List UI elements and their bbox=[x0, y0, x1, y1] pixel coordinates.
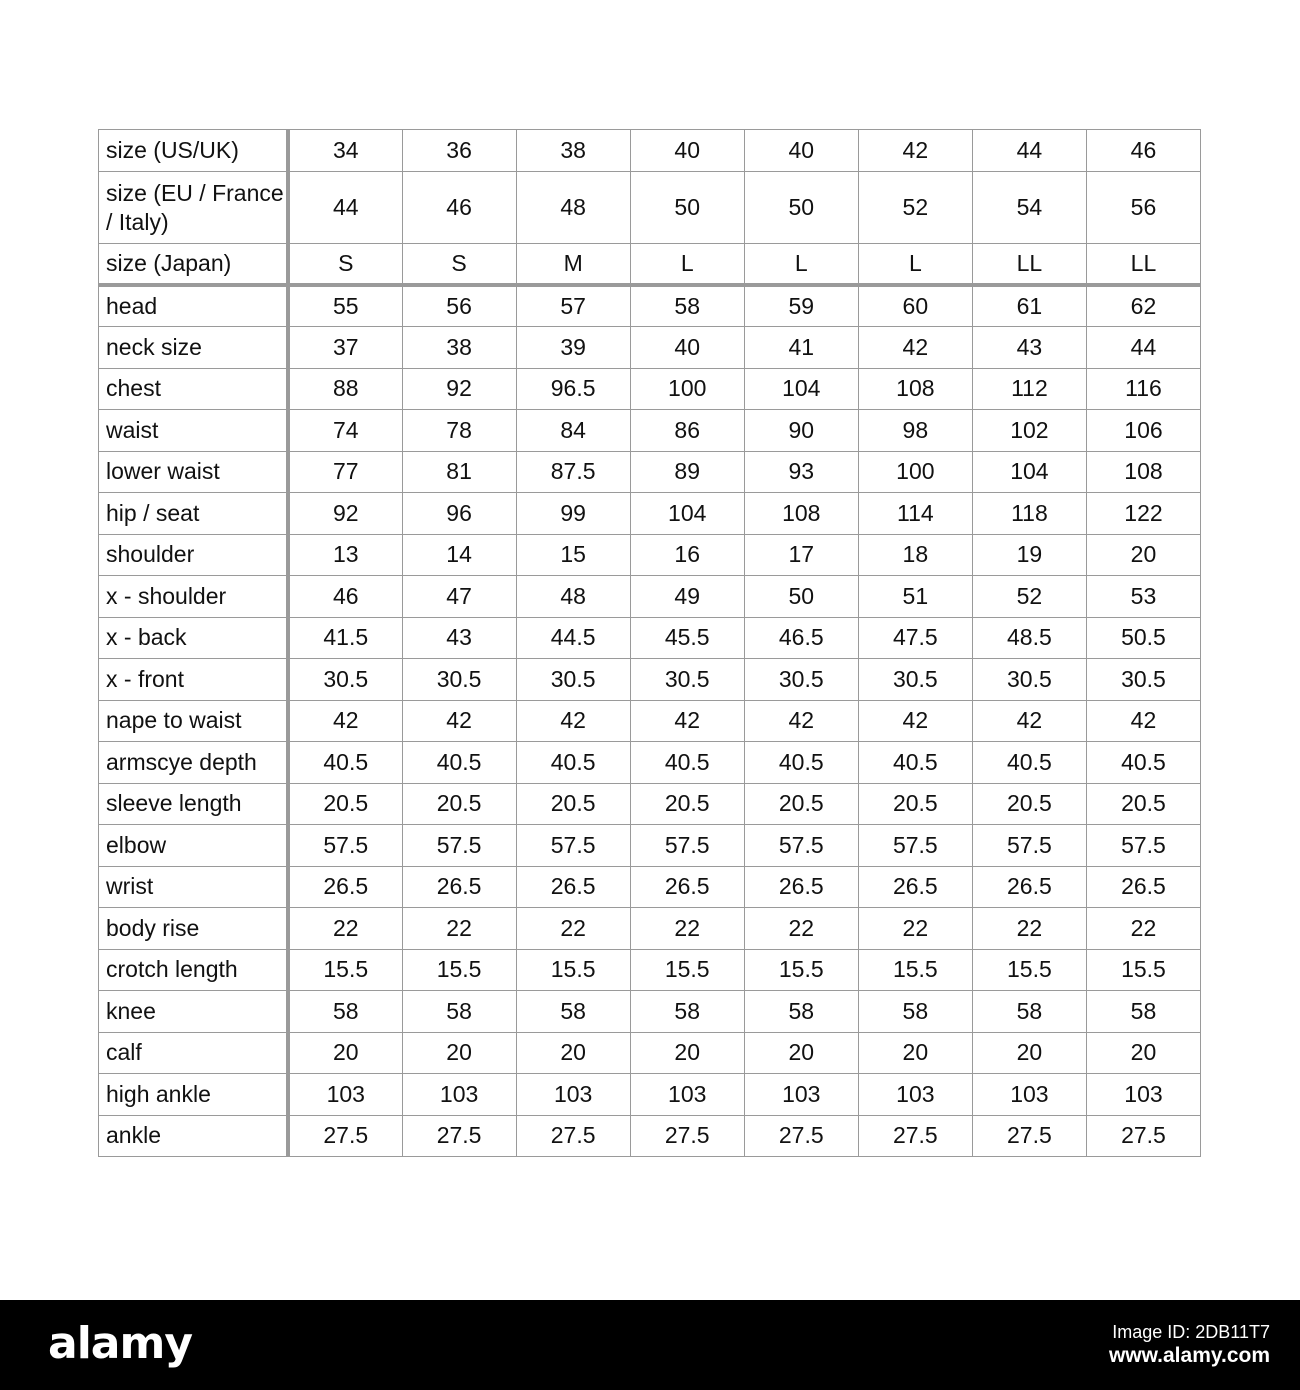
size-cell: 19 bbox=[972, 534, 1086, 576]
size-cell: 108 bbox=[858, 368, 972, 410]
size-cell: LL bbox=[972, 244, 1086, 286]
size-cell: 45.5 bbox=[630, 617, 744, 659]
size-cell: 102 bbox=[972, 410, 1086, 452]
size-cell: 30.5 bbox=[516, 659, 630, 701]
size-cell: 22 bbox=[402, 908, 516, 950]
size-cell: 50 bbox=[630, 172, 744, 244]
row-label: knee bbox=[99, 991, 289, 1033]
measurement-row bbox=[99, 493, 1201, 535]
size-cell: 15.5 bbox=[744, 949, 858, 991]
measurement-row bbox=[99, 742, 1201, 784]
size-cell: 30.5 bbox=[630, 659, 744, 701]
size-cell: 40.5 bbox=[972, 742, 1086, 784]
size-cell: 57.5 bbox=[858, 825, 972, 867]
size-cell: 27.5 bbox=[858, 1115, 972, 1157]
size-cell: 38 bbox=[516, 130, 630, 172]
size-cell: 20 bbox=[630, 1032, 744, 1074]
row-label: armscye depth bbox=[99, 742, 289, 784]
size-header-row bbox=[99, 130, 1201, 172]
size-cell: 52 bbox=[858, 172, 972, 244]
size-cell: 108 bbox=[1086, 451, 1200, 493]
size-cell: 14 bbox=[402, 534, 516, 576]
row-label: wrist bbox=[99, 866, 289, 908]
size-cell: 103 bbox=[858, 1074, 972, 1116]
size-cell: 41 bbox=[744, 327, 858, 369]
size-cell: 20 bbox=[402, 1032, 516, 1074]
size-cell: 26.5 bbox=[972, 866, 1086, 908]
size-cell: 100 bbox=[630, 368, 744, 410]
size-cell: 61 bbox=[972, 285, 1086, 327]
size-cell: 44.5 bbox=[516, 617, 630, 659]
size-cell: 100 bbox=[858, 451, 972, 493]
size-cell: 30.5 bbox=[288, 659, 402, 701]
row-label: ankle bbox=[99, 1115, 289, 1157]
row-label: sleeve length bbox=[99, 783, 289, 825]
size-cell: 30.5 bbox=[858, 659, 972, 701]
size-cell: 27.5 bbox=[516, 1115, 630, 1157]
size-cell: LL bbox=[1086, 244, 1200, 286]
size-cell: 42 bbox=[288, 700, 402, 742]
row-label: shoulder bbox=[99, 534, 289, 576]
size-cell: 55 bbox=[288, 285, 402, 327]
row-label: size (EU / France / Italy) bbox=[99, 172, 289, 244]
size-cell: 40.5 bbox=[516, 742, 630, 784]
size-cell: 42 bbox=[630, 700, 744, 742]
size-header-row bbox=[99, 244, 1201, 286]
measurement-row bbox=[99, 368, 1201, 410]
size-cell: 112 bbox=[972, 368, 1086, 410]
size-cell: S bbox=[402, 244, 516, 286]
size-cell: 92 bbox=[402, 368, 516, 410]
measurement-row bbox=[99, 285, 1201, 327]
size-cell: 22 bbox=[744, 908, 858, 950]
size-cell: 42 bbox=[516, 700, 630, 742]
size-cell: 58 bbox=[402, 991, 516, 1033]
size-cell: 103 bbox=[744, 1074, 858, 1116]
size-cell: 118 bbox=[972, 493, 1086, 535]
size-cell: 42 bbox=[972, 700, 1086, 742]
size-cell: 99 bbox=[516, 493, 630, 535]
size-cell: 57.5 bbox=[1086, 825, 1200, 867]
size-cell: 77 bbox=[288, 451, 402, 493]
size-cell: 57.5 bbox=[516, 825, 630, 867]
measurement-row bbox=[99, 659, 1201, 701]
size-cell: 48 bbox=[516, 576, 630, 618]
row-label: nape to waist bbox=[99, 700, 289, 742]
measurement-row bbox=[99, 1032, 1201, 1074]
size-cell: 103 bbox=[1086, 1074, 1200, 1116]
size-cell: 57 bbox=[516, 285, 630, 327]
size-cell: 36 bbox=[402, 130, 516, 172]
size-cell: 108 bbox=[744, 493, 858, 535]
size-cell: 22 bbox=[1086, 908, 1200, 950]
size-cell: 58 bbox=[630, 285, 744, 327]
size-cell: 47.5 bbox=[858, 617, 972, 659]
size-cell: 43 bbox=[972, 327, 1086, 369]
size-cell: 40.5 bbox=[858, 742, 972, 784]
size-cell: 93 bbox=[744, 451, 858, 493]
size-cell: 42 bbox=[1086, 700, 1200, 742]
measurement-row bbox=[99, 783, 1201, 825]
row-label: neck size bbox=[99, 327, 289, 369]
row-label: body rise bbox=[99, 908, 289, 950]
size-cell: 51 bbox=[858, 576, 972, 618]
size-cell: 57.5 bbox=[744, 825, 858, 867]
size-cell: 98 bbox=[858, 410, 972, 452]
size-cell: 42 bbox=[858, 327, 972, 369]
row-label: x - front bbox=[99, 659, 289, 701]
size-cell: 104 bbox=[630, 493, 744, 535]
size-cell: 103 bbox=[972, 1074, 1086, 1116]
size-cell: 30.5 bbox=[402, 659, 516, 701]
size-cell: 104 bbox=[744, 368, 858, 410]
size-cell: 20 bbox=[744, 1032, 858, 1074]
size-cell: 22 bbox=[630, 908, 744, 950]
size-cell: 56 bbox=[402, 285, 516, 327]
size-cell: 47 bbox=[402, 576, 516, 618]
size-cell: 104 bbox=[972, 451, 1086, 493]
size-cell: 17 bbox=[744, 534, 858, 576]
measurement-row bbox=[99, 908, 1201, 950]
size-cell: 116 bbox=[1086, 368, 1200, 410]
size-cell: 48.5 bbox=[972, 617, 1086, 659]
size-cell: 87.5 bbox=[516, 451, 630, 493]
size-cell: 53 bbox=[1086, 576, 1200, 618]
size-cell: 78 bbox=[402, 410, 516, 452]
size-cell: 60 bbox=[858, 285, 972, 327]
size-cell: 59 bbox=[744, 285, 858, 327]
size-cell: 103 bbox=[402, 1074, 516, 1116]
size-cell: 26.5 bbox=[744, 866, 858, 908]
size-cell: 38 bbox=[402, 327, 516, 369]
size-cell: 20.5 bbox=[858, 783, 972, 825]
row-label: size (US/UK) bbox=[99, 130, 289, 172]
size-cell: 57.5 bbox=[402, 825, 516, 867]
measurement-row bbox=[99, 866, 1201, 908]
size-cell: 103 bbox=[630, 1074, 744, 1116]
size-cell: 58 bbox=[972, 991, 1086, 1033]
size-cell: 15.5 bbox=[630, 949, 744, 991]
size-cell: 122 bbox=[1086, 493, 1200, 535]
size-cell: 90 bbox=[744, 410, 858, 452]
size-cell: 42 bbox=[744, 700, 858, 742]
image-id-text: Image ID: 2DB11T7 bbox=[1112, 1322, 1270, 1342]
size-cell: 40.5 bbox=[1086, 742, 1200, 784]
size-cell: 39 bbox=[516, 327, 630, 369]
row-label: high ankle bbox=[99, 1074, 289, 1116]
size-cell: 26.5 bbox=[630, 866, 744, 908]
size-cell: 103 bbox=[516, 1074, 630, 1116]
size-cell: 106 bbox=[1086, 410, 1200, 452]
size-cell: 44 bbox=[972, 130, 1086, 172]
size-cell: 30.5 bbox=[744, 659, 858, 701]
size-cell: 34 bbox=[288, 130, 402, 172]
measurement-row bbox=[99, 700, 1201, 742]
size-cell: 16 bbox=[630, 534, 744, 576]
row-label: waist bbox=[99, 410, 289, 452]
measurement-row bbox=[99, 991, 1201, 1033]
size-cell: L bbox=[744, 244, 858, 286]
size-header-row bbox=[99, 172, 1201, 244]
size-cell: 114 bbox=[858, 493, 972, 535]
size-cell: 26.5 bbox=[1086, 866, 1200, 908]
size-cell: 40.5 bbox=[288, 742, 402, 784]
size-cell: 52 bbox=[972, 576, 1086, 618]
size-cell: 13 bbox=[288, 534, 402, 576]
size-cell: 40.5 bbox=[744, 742, 858, 784]
size-cell: 27.5 bbox=[1086, 1115, 1200, 1157]
size-cell: 20.5 bbox=[630, 783, 744, 825]
size-cell: 26.5 bbox=[402, 866, 516, 908]
size-cell: 30.5 bbox=[1086, 659, 1200, 701]
size-cell: 20.5 bbox=[516, 783, 630, 825]
size-cell: 26.5 bbox=[858, 866, 972, 908]
measurement-row bbox=[99, 1074, 1201, 1116]
size-cell: 27.5 bbox=[630, 1115, 744, 1157]
size-cell: 40.5 bbox=[402, 742, 516, 784]
size-cell: 22 bbox=[516, 908, 630, 950]
measurement-row bbox=[99, 410, 1201, 452]
row-label: lower waist bbox=[99, 451, 289, 493]
size-cell: 58 bbox=[744, 991, 858, 1033]
size-cell: 40 bbox=[744, 130, 858, 172]
row-label: elbow bbox=[99, 825, 289, 867]
size-cell: 42 bbox=[858, 700, 972, 742]
measurement-row bbox=[99, 949, 1201, 991]
size-cell: 26.5 bbox=[516, 866, 630, 908]
size-cell: 15.5 bbox=[288, 949, 402, 991]
size-cell: 40 bbox=[630, 327, 744, 369]
size-chart-body bbox=[99, 130, 1201, 1157]
size-cell: 15.5 bbox=[516, 949, 630, 991]
size-cell: 86 bbox=[630, 410, 744, 452]
measurement-row bbox=[99, 1115, 1201, 1157]
size-cell: 58 bbox=[1086, 991, 1200, 1033]
size-cell: 58 bbox=[516, 991, 630, 1033]
size-cell: 49 bbox=[630, 576, 744, 618]
size-cell: 15.5 bbox=[972, 949, 1086, 991]
size-cell: 30.5 bbox=[972, 659, 1086, 701]
size-cell: 81 bbox=[402, 451, 516, 493]
size-cell: 62 bbox=[1086, 285, 1200, 327]
size-cell: 56 bbox=[1086, 172, 1200, 244]
size-cell: 20 bbox=[972, 1032, 1086, 1074]
measurement-row bbox=[99, 534, 1201, 576]
size-cell: 50 bbox=[744, 172, 858, 244]
image-id-block bbox=[1109, 1320, 1270, 1368]
size-cell: 43 bbox=[402, 617, 516, 659]
size-cell: 58 bbox=[858, 991, 972, 1033]
size-cell: 20 bbox=[288, 1032, 402, 1074]
row-label: x - shoulder bbox=[99, 576, 289, 618]
measurement-row bbox=[99, 451, 1201, 493]
size-cell: 89 bbox=[630, 451, 744, 493]
size-cell: 15.5 bbox=[1086, 949, 1200, 991]
size-cell: 57.5 bbox=[630, 825, 744, 867]
size-cell: 58 bbox=[630, 991, 744, 1033]
size-cell: 48 bbox=[516, 172, 630, 244]
size-cell: 42 bbox=[858, 130, 972, 172]
size-cell: 15.5 bbox=[402, 949, 516, 991]
size-chart-table bbox=[98, 129, 1201, 1157]
size-cell: 103 bbox=[288, 1074, 402, 1116]
size-cell: 92 bbox=[288, 493, 402, 535]
size-cell: 74 bbox=[288, 410, 402, 452]
size-cell: L bbox=[630, 244, 744, 286]
row-label: size (Japan) bbox=[99, 244, 289, 286]
size-cell: 15.5 bbox=[858, 949, 972, 991]
size-cell: 22 bbox=[858, 908, 972, 950]
size-cell: M bbox=[516, 244, 630, 286]
size-cell: 50 bbox=[744, 576, 858, 618]
alamy-logo: alamy bbox=[48, 1318, 192, 1369]
size-cell: 26.5 bbox=[288, 866, 402, 908]
size-cell: 46 bbox=[1086, 130, 1200, 172]
size-cell: 20 bbox=[1086, 1032, 1200, 1074]
size-cell: 46 bbox=[288, 576, 402, 618]
size-cell: 27.5 bbox=[402, 1115, 516, 1157]
size-cell: 46 bbox=[402, 172, 516, 244]
size-cell: 20.5 bbox=[288, 783, 402, 825]
row-label: crotch length bbox=[99, 949, 289, 991]
size-cell: 37 bbox=[288, 327, 402, 369]
size-cell: 54 bbox=[972, 172, 1086, 244]
row-label: hip / seat bbox=[99, 493, 289, 535]
size-cell: S bbox=[288, 244, 402, 286]
size-cell: 44 bbox=[1086, 327, 1200, 369]
size-cell: 44 bbox=[288, 172, 402, 244]
row-label: chest bbox=[99, 368, 289, 410]
size-cell: 50.5 bbox=[1086, 617, 1200, 659]
size-cell: 27.5 bbox=[288, 1115, 402, 1157]
size-cell: 96.5 bbox=[516, 368, 630, 410]
size-cell: 40.5 bbox=[630, 742, 744, 784]
size-cell: 20.5 bbox=[744, 783, 858, 825]
size-cell: 42 bbox=[402, 700, 516, 742]
size-cell: 20 bbox=[858, 1032, 972, 1074]
row-label: x - back bbox=[99, 617, 289, 659]
size-cell: 58 bbox=[288, 991, 402, 1033]
size-cell: 22 bbox=[972, 908, 1086, 950]
size-cell: 41.5 bbox=[288, 617, 402, 659]
size-cell: 20.5 bbox=[402, 783, 516, 825]
size-cell: 96 bbox=[402, 493, 516, 535]
size-cell: 18 bbox=[858, 534, 972, 576]
size-cell: 20 bbox=[1086, 534, 1200, 576]
size-cell: 20.5 bbox=[1086, 783, 1200, 825]
size-cell: 57.5 bbox=[972, 825, 1086, 867]
measurement-row bbox=[99, 576, 1201, 618]
measurement-row bbox=[99, 327, 1201, 369]
measurement-row bbox=[99, 617, 1201, 659]
size-cell: 40 bbox=[630, 130, 744, 172]
watermark-footer bbox=[0, 1300, 1300, 1390]
measurement-row bbox=[99, 825, 1201, 867]
size-cell: 22 bbox=[288, 908, 402, 950]
size-cell: 88 bbox=[288, 368, 402, 410]
size-cell: 57.5 bbox=[288, 825, 402, 867]
row-label: head bbox=[99, 285, 289, 327]
size-cell: 27.5 bbox=[972, 1115, 1086, 1157]
size-cell: 20 bbox=[516, 1032, 630, 1074]
size-cell: 27.5 bbox=[744, 1115, 858, 1157]
size-cell: 15 bbox=[516, 534, 630, 576]
row-label: calf bbox=[99, 1032, 289, 1074]
size-cell: 84 bbox=[516, 410, 630, 452]
site-url: www.alamy.com bbox=[1108, 1344, 1270, 1367]
size-cell: 20.5 bbox=[972, 783, 1086, 825]
size-cell: 46.5 bbox=[744, 617, 858, 659]
size-cell: L bbox=[858, 244, 972, 286]
